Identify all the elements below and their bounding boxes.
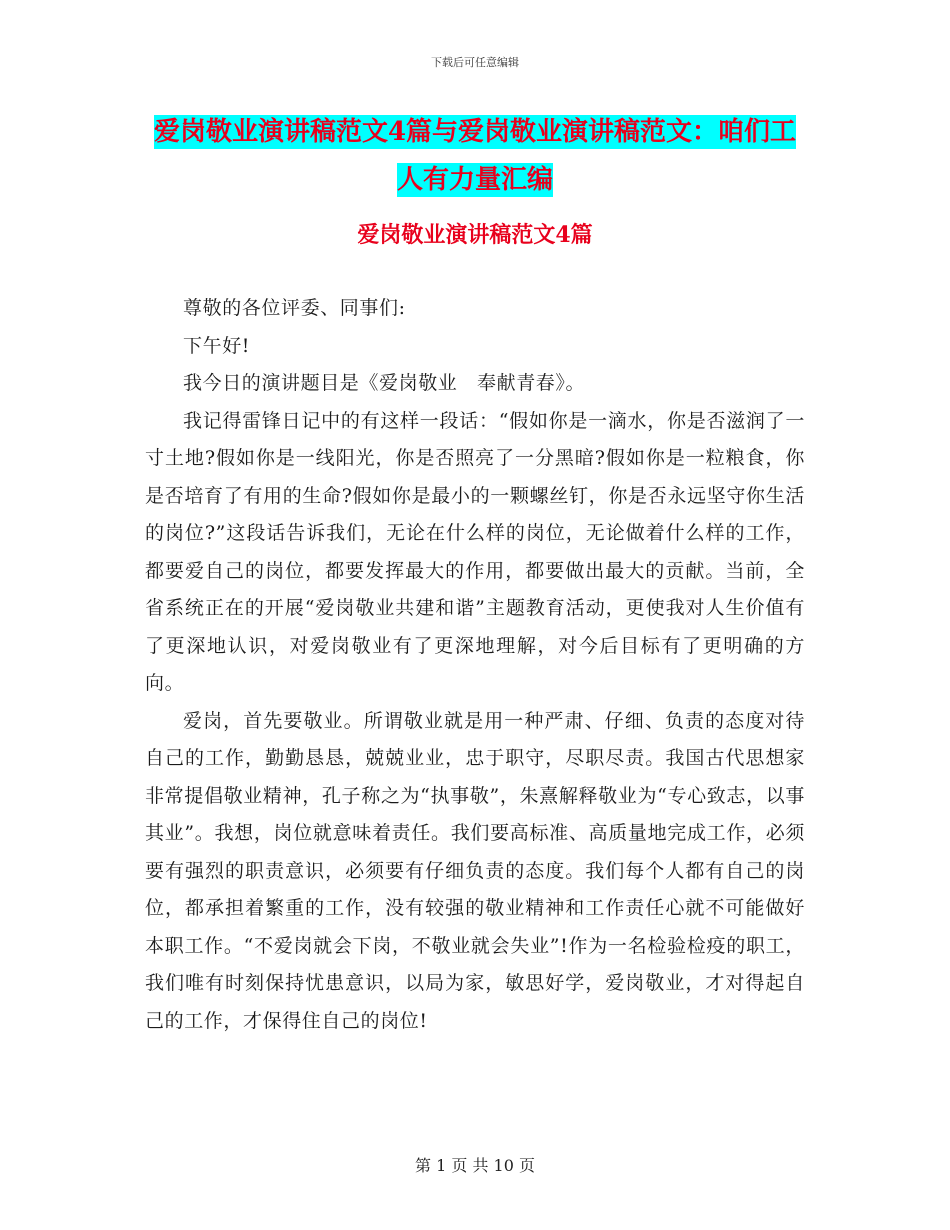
- paragraph-salutation: 下午好!: [183, 334, 251, 357]
- paragraph-body: 爱岗，首先要敬业。所谓敬业就是用一种严肃、仔细、负责的态度对待自己的工作，勤勤恳恳，兢兢业业，忠于职守，尽职尽责。我国古代思想家非常提倡敬业精神，孔子称之为“执事敬”，朱熹解释敬业为“专心致志，以事其业”。我想，岗位就意味着责任。我们要高标准、高质量地完成工作，必须要有强烈的职责意识，必须要有仔细负责的态度。我们每个人都有自己的岗位，都承担着繁重的工作，没有较强的敬业精神和工作责任心就不可能做好本职工作。“不爱岗就会下岗，不敬业就会失业”!作为一名检验检疫的职工，我们唯有时刻保持忧患意识，以局为家，敏思好学，爱岗敬业，才对得起自己的工作，才保得住自己的岗位!: [145, 709, 805, 1032]
- document-title: [145, 108, 805, 204]
- page-footer: 第 1 页 共 10 页: [415, 1156, 535, 1175]
- paragraph-greeting: 尊敬的各位评委、同事们:: [183, 297, 406, 319]
- page-header-note: 下载后可任意编辑: [431, 56, 519, 69]
- section-subtitle: 爱岗敬业演讲稿范文4篇: [357, 222, 593, 248]
- title-highlight: 爱岗敬业演讲稿范文4篇与爱岗敬业演讲稿范文：咱们工人有力量汇编: [153, 117, 797, 195]
- body-text: [145, 290, 805, 1040]
- paragraph-body: 我记得雷锋日记中的有这样一段话：“假如你是一滴水，你是否滋润了一寸土地?假如你是一线阳光，你是否照亮了一分黑暗?假如你是一粒粮食，你是否培育了有用的生命?假如你是最小的一颗螺丝钉，你是否永远坚守你生活的岗位?”这段话告诉我们，无论在什么样的岗位，无论做着什么样的工作，都要爱自己的岗位，都要发挥最大的作用，都要做出最大的贡献。当前，全省系统正在的开展“爱岗敬业共建和谐”主题教育活动，更使我对人生价值有了更深地认识，对爱岗敬业有了更深地理解，对今后目标有了更明确的方向。: [145, 409, 805, 694]
- paragraph-topic: 我今日的演讲题目是《爱岗敬业 奉献青春》。: [183, 372, 586, 394]
